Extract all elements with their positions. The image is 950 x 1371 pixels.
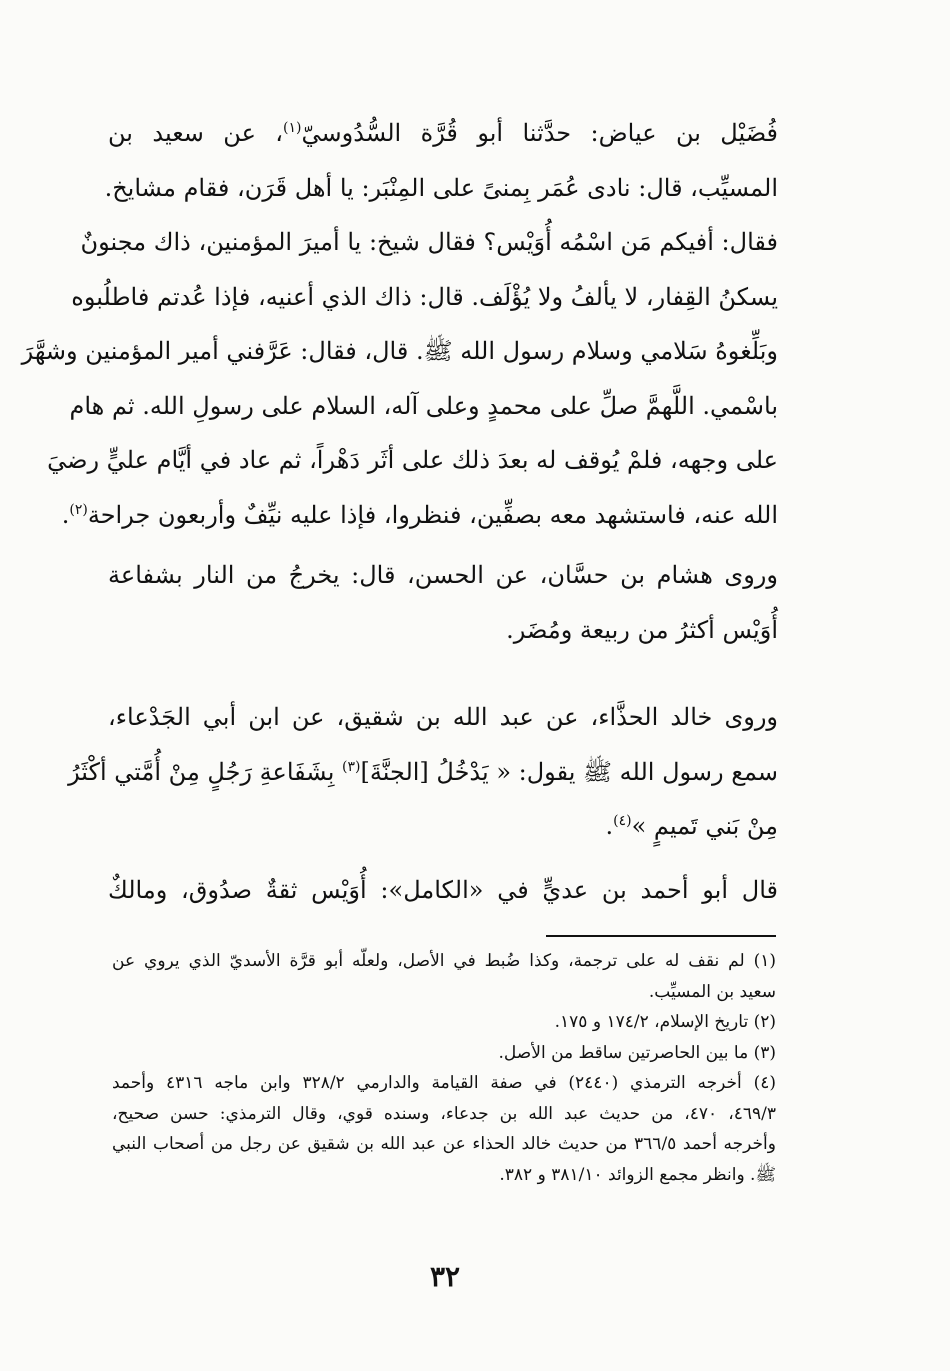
paragraph-hisham-narration <box>108 548 778 657</box>
footnote-ref-2[interactable]: (٢) <box>69 501 88 518</box>
footnote-4-line-2: ٤٦٩/٣، ٤٧٠، من حديث عبد الله بن جدعاء، وسنده قوي، وقال الترمذي: حسن صحيح، <box>112 1103 777 1124</box>
footnote-4-line-3: وأخرجه أحمد ٣٦٦/٥ من حديث خالد الحذاء عن عبد الله بن شقيق عن رجل من أصحاب النبي <box>112 1134 776 1154</box>
footnote-2: (٢) تاريخ الإسلام، ١٧٤/٢ و ١٧٥. <box>554 1012 776 1032</box>
paragraph-fudayl-narration <box>21 106 778 542</box>
footnote-1-line-2: سعيد بن المسيِّب. <box>648 981 776 1002</box>
page-number: ٣٢ <box>429 1260 461 1293</box>
text-segment: سمع رسول الله ﷺ يقول: « يَدْخُلُ [الجنَّةَ] <box>360 757 778 786</box>
text-line: على وجهه، فلمْ يُوقف له بعدَ ذلك على أثَر دَهْراً، ثم عاد في أيَّام عليٍّ رضيَ <box>47 446 778 474</box>
footnotes-section <box>112 946 776 1190</box>
footnote-ref-1[interactable]: (١) <box>283 120 302 136</box>
paragraph-ibn-adi-quote <box>108 863 778 918</box>
text-segment: مِنْ بَني تَميمٍ » <box>631 812 778 840</box>
footnote-4-line-4: ﷺ. وانظر مجمع الزوائد ٣٨١/١٠ و ٣٨٢. <box>499 1164 776 1185</box>
text-line: وروى هشام بن حسَّان، عن الحسن، قال: يخرجُ من النار بشفاعة <box>108 561 778 589</box>
text-line <box>61 488 778 543</box>
text-line: وروى خالد الحذَّاء، عن عبد الله بن شقيق، عن ابن أبي الجَدْعاء، <box>108 703 778 731</box>
text-line: قال أبو أحمد بن عديٍّ في «الكامل»: أُوَيْس ثقةٌ صدُوق، ومالكٌ <box>108 876 778 904</box>
text-line <box>108 106 778 161</box>
text-segment: . <box>61 500 70 529</box>
text-segment: . <box>605 812 614 840</box>
footnote-1-line-1: (١) لم نقف له على ترجمة، وكذا ضُبط في الأصل، ولعلّه أبو قرَّة الأسديّ الذي يروي عن <box>112 951 776 971</box>
text-line <box>108 799 778 854</box>
paragraph-khalid-narration <box>68 690 778 854</box>
text-line: يسكنُ القِفار، لا يألفُ ولا يُؤْلَف. قال: ذاك الذي أعنيه، فإذا عُدتم فاطلُبوه <box>71 282 778 311</box>
text-segment: فُضَيْل بن عياض: حدَّثنا أبو قُرَّة السُّدُوسيّ <box>301 119 778 147</box>
footnote-3: (٣) ما بين الحاصرتين ساقط من الأصل. <box>498 1042 776 1063</box>
text-line: المسيِّب، قال: نادى عُمَر بِمنىً على المِنْبَر: يا أهل قَرَن، فقام مشايخ. <box>104 173 778 202</box>
text-line <box>68 745 778 800</box>
text-line: وبَلِّغوهُ سَلامي وسلام رسول الله ﷺ. قال، فقال: عَرَّفني أمير المؤمنين وشهَّرَ <box>21 337 778 365</box>
footnote-ref-3[interactable]: (٣) <box>342 758 361 775</box>
text-segment: الله عنه، فاستشهد معه بصفِّين، فنظروا، فإذا عليه نيِّفٌ وأربعون جراحة <box>87 500 778 529</box>
footnote-ref-4[interactable]: (٤) <box>613 813 632 829</box>
text-segment: ، عن سعيد بن <box>108 119 284 147</box>
text-line: فقال: أفيكم مَن اسْمُه أُوَيْس؟ فقال شيخ: يا أميرَ المؤمنين، ذاك مجنونٌ <box>80 228 778 256</box>
text-line: أُوَيْس أكثرُ من ربيعة ومُضَر. <box>506 615 778 644</box>
footnote-4-line-1: (٤) أخرجه الترمذي (٢٤٤٠) في صفة القيامة والدارمي ٣٢٨/٢ وابن ماجه ٤٣١٦ وأحمد <box>112 1073 776 1093</box>
footnote-separator <box>546 935 776 937</box>
text-line: باسْمي. اللَّهمَّ صلِّ على محمدٍ وعلى آله، السلام على رسولِ الله. ثم هام <box>69 391 778 420</box>
text-segment: بِشَفَاعةِ رَجُلٍ مِنْ أُمَّتي أكْثَرُ <box>68 757 343 786</box>
